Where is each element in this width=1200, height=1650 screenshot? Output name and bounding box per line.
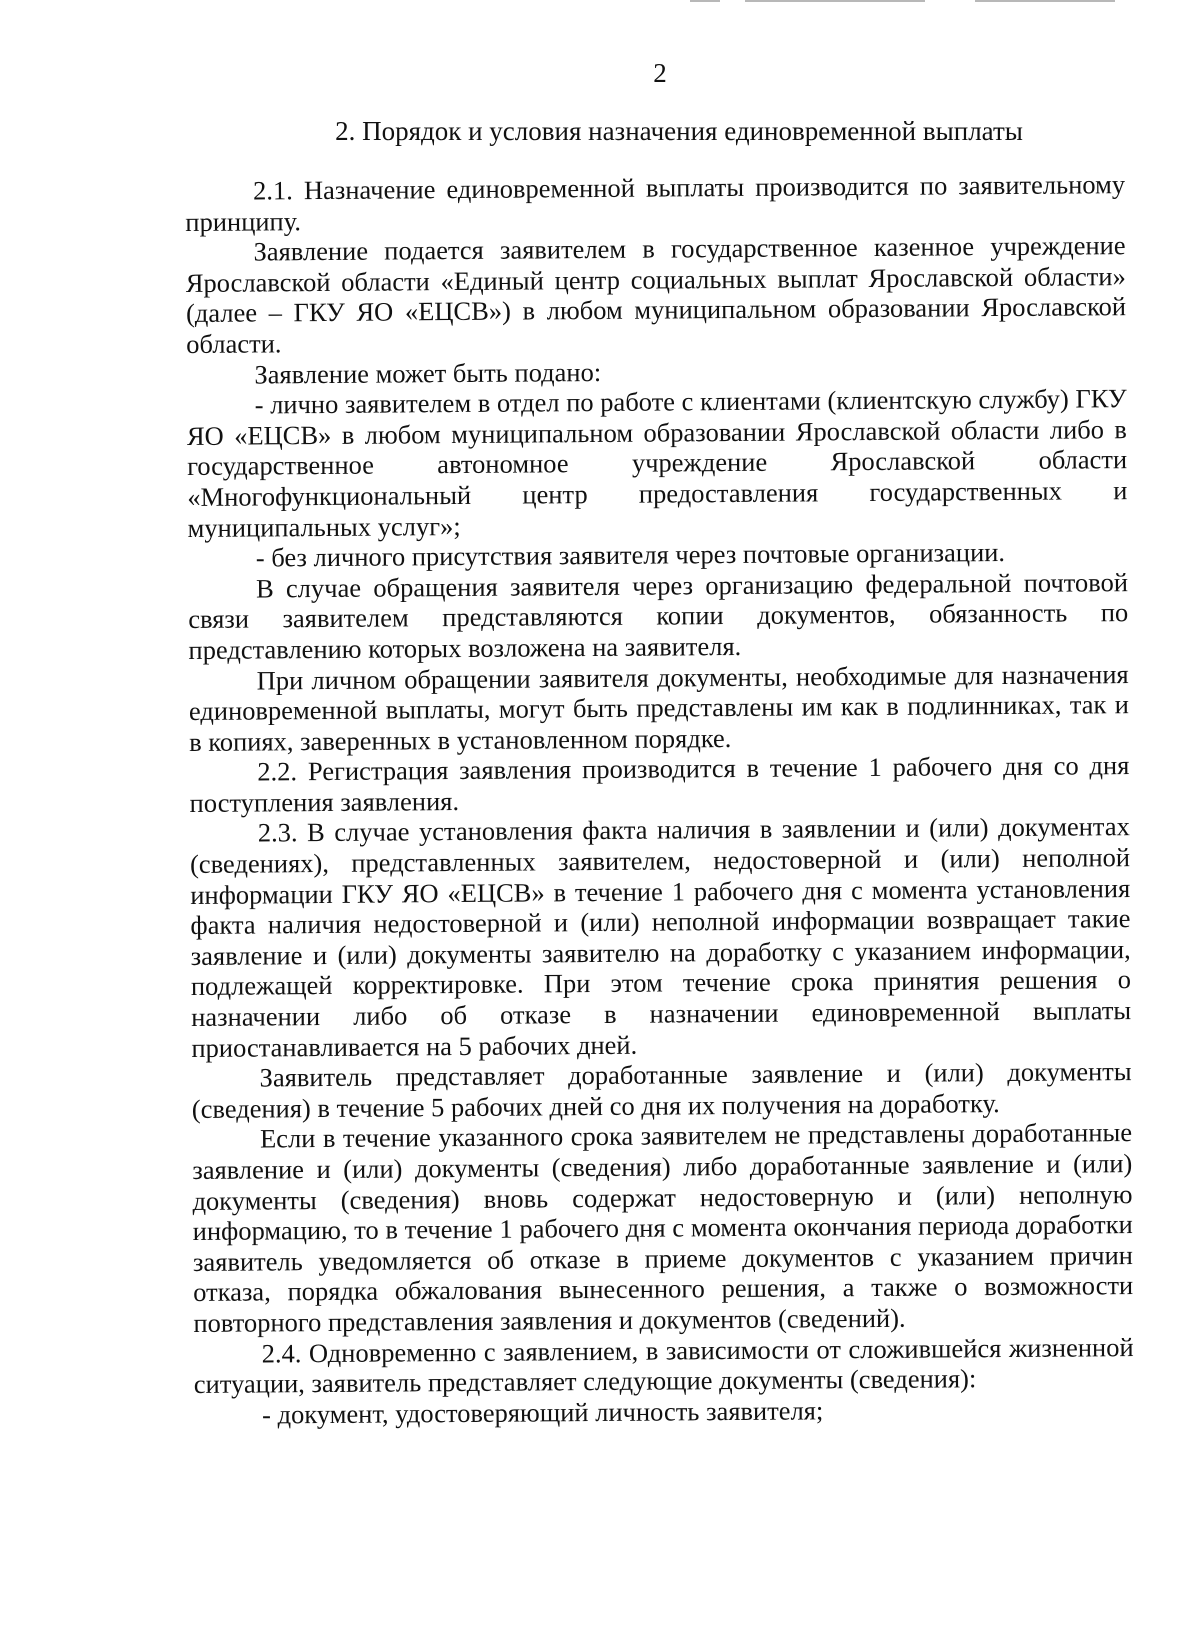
paragraph: Заявитель представляет доработанные заявление и (или) документы (сведения) в течение 5 рабочих дней со дня их получения на доработку. [191,1056,1132,1124]
paragraph: При личном обращении заявителя документы, необходимые для назначения единовременной выплаты, могут быть представлены им как в подлинниках, так и в копиях, заверенных в установленном порядке. [188,658,1130,757]
paragraph: 2.2. Регистрация заявления производится в течение 1 рабочего дня со дня поступления заявления. [189,750,1130,818]
list-item: - лично заявителем в отдел по работе с клиентами (клиентскую службу) ГКУ ЯО «ЕЦСВ» в любом муниципальном образовании Ярославской области либо в государственное автономное учреждение Ярославской области «Многофункциональный центр предоставления государственных и муниципальных услуг»; [186,383,1128,543]
paragraph: Если в течение указанного срока заявителем не представлены доработанные заявление и (или) документы (сведения) либо доработанные заявление и (или) документы (сведения) вновь содержат недостоверную и (или) неполную информацию, то в течение 1 рабочего дня с момента окончания периода доработки заявитель уведомляется об отказе в приеме документов с указанием причин отказа, порядка обжалования вынесенного решения, а также о возможности повторного представления заявления и документов (сведений). [192,1117,1134,1338]
paragraph: 2.4. Одновременно с заявлением, в зависимости от сложившейся жизненной ситуации, заявитель представляет следующие документы (сведения): [193,1331,1134,1400]
list-item: - без личного присутствия заявителя через почтовые организации. [255,537,1006,573]
page-number: 2 [653,58,667,88]
paragraph: В случае обращения заявителя через организацию федеральной почтовой связи заявителем представляются копии документов, обязанность по представлению которых возложена на заявителя. [188,566,1129,665]
scan-edge-mark [745,0,925,2]
document-body [185,169,1134,1430]
scan-edge-mark [690,0,720,2]
paragraph: Заявление может быть подано: [254,356,602,390]
scan-edge-mark [975,0,1115,2]
paragraph: 2.3. В случае установления факта наличия в заявлении и (или) документах (сведениях), представленных заявителем, недостоверной и (или) неполной информации ГКУ ЯО «ЕЦСВ» в течение 1 рабочего дня с момента установления факта наличия недостоверной и (или) неполной информации возвращает такие заявление и (или) документы заявителю на доработку с указанием информации, подлежащей корректировке. При этом течение срока принятия решения о назначении либо об отказе в назначении единовременной выплаты приостанавливается на 5 рабочих дней. [189,811,1132,1063]
list-item: - документ, удостоверяющий личность заявителя; [261,1395,824,1430]
paragraph: Заявление подается заявителем в государственное казенное учреждение Ярославской области «Единый центр социальных выплат Ярославской области» (далее – ГКУ ЯО «ЕЦСВ») в любом муниципальном образовании Ярославской области. [185,230,1127,359]
paragraph: 2.1. Назначение единовременной выплаты производится по заявительному принципу. [185,169,1126,237]
section-title: 2. Порядок и условия назначения единовременной выплаты [335,116,1023,146]
